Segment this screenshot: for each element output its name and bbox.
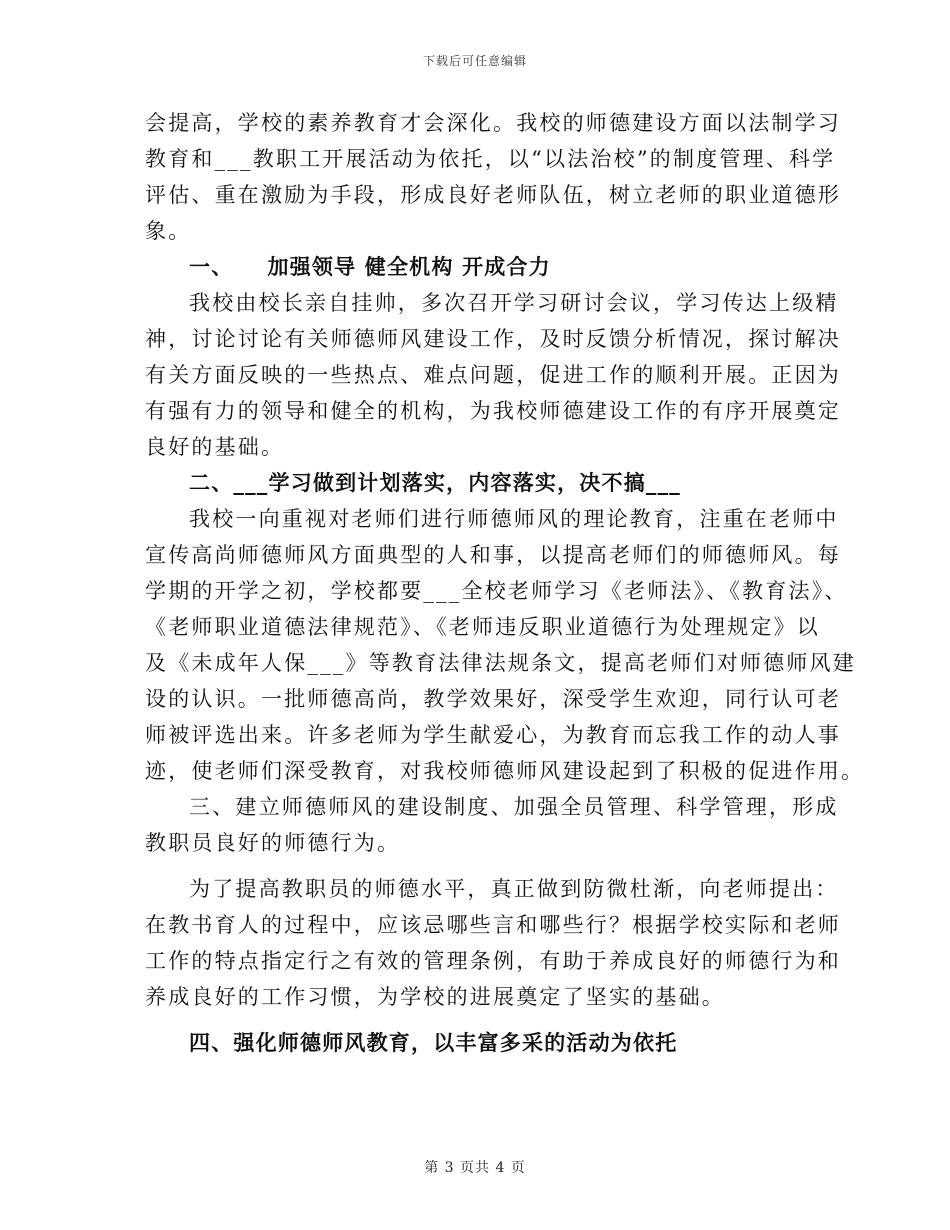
page-header: 下载后可任意编辑	[422, 54, 527, 68]
paragraph-line: 及《未成年人保___》等教育法律法规条文，提高老师们对师德师风建	[145, 651, 856, 675]
paragraph-line: 教育和___教职工开展活动为依托，以“以法治校”的制度管理、科学	[145, 147, 836, 171]
paragraph-line: 为了提高教职员的师德水平，真正做到防微杜渐，向老师提出：	[189, 877, 839, 901]
paragraph-line: 养成良好的工作习惯，为学校的进展奠定了坚实的基础。	[145, 985, 725, 1009]
paragraph-line: 迹，使老师们深受教育，对我校师德师风建设起到了积极的促进作用。	[145, 759, 865, 783]
paragraph-line: 有强有力的领导和健全的机构，为我校师德建设工作的有序开展奠定	[145, 399, 841, 423]
paragraph-gap	[145, 861, 813, 871]
section-heading-3: 三、建立师德师风的建设制度、加强全员管理、科学管理，形成	[189, 795, 839, 819]
paragraph-line: 我校由校长亲自挂帅，多次召开学习研讨会议，学习传达上级精	[189, 291, 839, 315]
paragraph-line: 教职员良好的师德行为。	[145, 831, 401, 855]
section-heading-1: 一、 加强领导 健全机构 开成合力	[189, 255, 551, 279]
paragraph-line: 在教书育人的过程中，应该忌哪些言和哪些行？根据学校实际和老师	[145, 913, 841, 937]
paragraph-line: 神，讨论讨论有关师德师风建设工作，及时反馈分析情况，探讨解决	[145, 327, 841, 351]
paragraph-line: 《老师职业道德法律规范》、《老师违反职业道德行为处理规定》以	[145, 615, 820, 639]
paragraph-line: 师被评选出来。许多老师为学生献爱心，为教育而忘我工作的动人事	[145, 723, 841, 747]
paragraph-line: 我校一向重视对老师们进行师德师风的理论教育，注重在老师中	[189, 507, 839, 531]
paragraph-line: 良好的基础。	[145, 435, 285, 459]
paragraph-line: 学期的开学之初，学校都要___全校老师学习《老师法》、《教育法》、	[145, 579, 848, 603]
paragraph-line: 设的认识。一批师德高尚，教学效果好，深受学生欢迎，同行认可老	[145, 687, 841, 711]
page-footer: 第 3 页共 4 页	[424, 1160, 526, 1176]
section-heading-2: 二、___学习做到计划落实，内容落实，决不搞___	[189, 471, 681, 495]
document-body	[145, 105, 865, 1061]
paragraph-line: 工作的特点指定行之有效的管理条例，有助于养成良好的师德行为和	[145, 949, 841, 973]
paragraph-line: 象。	[145, 219, 192, 243]
section-heading-4: 四、强化师德师风教育，以丰富多采的活动为依托	[189, 1031, 678, 1055]
paragraph-gap	[145, 1015, 813, 1025]
paragraph-line: 会提高，学校的素养教育才会深化。我校的师德建设方面以法制学习	[145, 111, 841, 135]
paragraph-line: 评估、重在激励为手段，形成良好老师队伍，树立老师的职业道德形	[145, 183, 841, 207]
paragraph-line: 有关方面反映的一些热点、难点问题，促进工作的顺利开展。正因为	[145, 363, 841, 387]
paragraph-line: 宣传高尚师德师风方面典型的人和事，以提高老师们的师德师风。每	[145, 543, 841, 567]
